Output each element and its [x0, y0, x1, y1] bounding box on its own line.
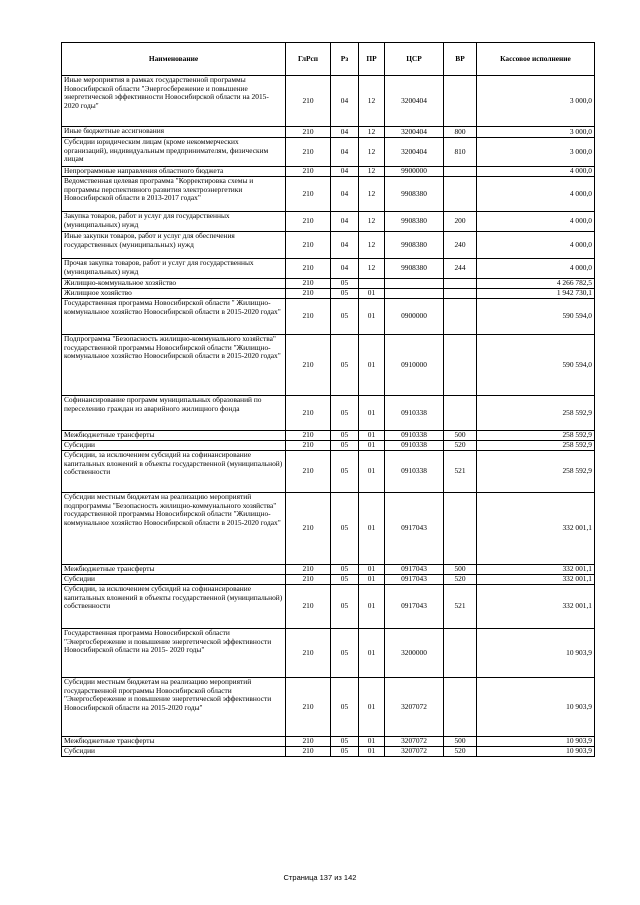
table-row	[62, 565, 595, 575]
row-name-cell: Софинансирование программ муниципальных образований по переселению граждан из аварийного жилищного фонда	[62, 396, 286, 431]
table-row	[62, 678, 595, 737]
table-row	[62, 299, 595, 335]
row-amount-cell: 3 000,0	[477, 127, 595, 138]
row-amount-cell: 590 594,0	[477, 335, 595, 396]
row-glrsp-cell: 210	[286, 127, 331, 138]
row-amount-cell: 4 000,0	[477, 232, 595, 259]
row-name-cell: Государственная программа Новосибирской области "Энергосбережение и повышение энергетической эффективности Новосибирской области на 2015- 2020 годы"	[62, 629, 286, 678]
table-header-row	[62, 43, 595, 76]
row-glrsp-cell: 210	[286, 396, 331, 431]
row-glrsp-cell: 210	[286, 629, 331, 678]
row-glrsp-cell: 210	[286, 279, 331, 289]
row-csr-cell: 0917043	[385, 585, 444, 629]
row-rz-cell: 05	[331, 747, 359, 757]
table-row	[62, 396, 595, 431]
row-glrsp-cell: 210	[286, 575, 331, 585]
row-amount-cell: 4 266 782,5	[477, 279, 595, 289]
row-pr-cell: 01	[359, 575, 385, 585]
row-amount-cell: 4 000,0	[477, 259, 595, 279]
table-row	[62, 127, 595, 138]
row-rz-cell: 05	[331, 737, 359, 747]
row-name-cell: Иные закупки товаров, работ и услуг для обеспечения государственных (муниципальных) нужд	[62, 232, 286, 259]
row-rz-cell: 05	[331, 396, 359, 431]
row-pr-cell	[359, 279, 385, 289]
row-name-cell: Межбюджетные трансферты	[62, 431, 286, 441]
row-rz-cell: 04	[331, 212, 359, 232]
row-name-cell: Ведомственная целевая программа "Корректировка схемы и программы перспективного развития электроэнергетики Новосибирской области в 2013-2017 годах"	[62, 177, 286, 212]
row-vr-cell: 244	[444, 259, 477, 279]
row-name-cell: Субсидии	[62, 575, 286, 585]
row-name-cell: Закупка товаров, работ и услуг для государственных (муниципальных) нужд	[62, 212, 286, 232]
row-rz-cell: 05	[331, 441, 359, 451]
row-csr-cell: 0900000	[385, 299, 444, 335]
budget-table	[61, 42, 595, 757]
row-csr-cell: 3200404	[385, 127, 444, 138]
row-amount-cell: 258 592,9	[477, 431, 595, 441]
row-glrsp-cell: 210	[286, 585, 331, 629]
table-row	[62, 289, 595, 299]
row-name-cell: Государственная программа Новосибирской области " Жилищно-коммунальное хозяйство Новосибирской области в 2015-2020 годах"	[62, 299, 286, 335]
row-name-cell: Субсидии юридическим лицам (кроме некоммерческих организаций), индивидуальным предпринимателям, физическим лицам	[62, 138, 286, 167]
row-csr-cell: 3200404	[385, 138, 444, 167]
row-vr-cell	[444, 629, 477, 678]
row-amount-cell: 3 000,0	[477, 138, 595, 167]
row-amount-cell: 10 903,9	[477, 737, 595, 747]
row-rz-cell: 05	[331, 678, 359, 737]
table-row	[62, 441, 595, 451]
column-header-csr: ЦСР	[385, 43, 444, 76]
row-rz-cell: 05	[331, 565, 359, 575]
row-pr-cell: 01	[359, 335, 385, 396]
table-row	[62, 737, 595, 747]
row-vr-cell: 200	[444, 212, 477, 232]
table-row	[62, 76, 595, 127]
row-amount-cell: 10 903,9	[477, 629, 595, 678]
row-glrsp-cell: 210	[286, 167, 331, 177]
table-row	[62, 747, 595, 757]
row-pr-cell: 12	[359, 212, 385, 232]
row-name-cell: Жилищно-коммунальное хозяйство	[62, 279, 286, 289]
row-pr-cell: 01	[359, 299, 385, 335]
row-csr-cell: 3207072	[385, 737, 444, 747]
row-rz-cell: 05	[331, 279, 359, 289]
table-row	[62, 493, 595, 565]
table-row	[62, 629, 595, 678]
column-header-vr: ВР	[444, 43, 477, 76]
row-pr-cell: 01	[359, 747, 385, 757]
row-rz-cell: 04	[331, 259, 359, 279]
row-pr-cell: 12	[359, 76, 385, 127]
row-amount-cell: 332 001,1	[477, 575, 595, 585]
row-amount-cell: 4 000,0	[477, 212, 595, 232]
table-row	[62, 585, 595, 629]
row-glrsp-cell: 210	[286, 289, 331, 299]
row-csr-cell: 0917043	[385, 565, 444, 575]
row-amount-cell: 4 000,0	[477, 167, 595, 177]
row-rz-cell: 04	[331, 127, 359, 138]
row-csr-cell: 9908380	[385, 212, 444, 232]
table-row	[62, 212, 595, 232]
row-csr-cell: 0910338	[385, 396, 444, 431]
row-csr-cell: 0910000	[385, 335, 444, 396]
row-glrsp-cell: 210	[286, 76, 331, 127]
row-pr-cell: 12	[359, 167, 385, 177]
column-header-name: Наименование	[62, 43, 286, 76]
table-row	[62, 335, 595, 396]
table-row	[62, 138, 595, 167]
row-vr-cell	[444, 177, 477, 212]
table-row	[62, 232, 595, 259]
row-rz-cell: 05	[331, 575, 359, 585]
row-amount-cell: 332 001,1	[477, 585, 595, 629]
row-glrsp-cell: 210	[286, 451, 331, 493]
row-vr-cell	[444, 493, 477, 565]
table-row	[62, 177, 595, 212]
row-pr-cell: 01	[359, 629, 385, 678]
row-glrsp-cell: 210	[286, 259, 331, 279]
row-pr-cell: 12	[359, 177, 385, 212]
row-rz-cell: 04	[331, 167, 359, 177]
row-name-cell: Субсидии местным бюджетам на реализацию мероприятий государственной программы Новосибирской области "Энергосбережение и повышение энергетической эффективности Новосибирской области на 2015-2020 годы"	[62, 678, 286, 737]
column-header-glrsp: ГлРсп	[286, 43, 331, 76]
row-csr-cell: 3207072	[385, 678, 444, 737]
row-pr-cell: 01	[359, 565, 385, 575]
row-rz-cell: 05	[331, 299, 359, 335]
row-vr-cell	[444, 678, 477, 737]
column-header-pr: ПР	[359, 43, 385, 76]
row-name-cell: Межбюджетные трансферты	[62, 565, 286, 575]
row-vr-cell: 520	[444, 747, 477, 757]
table-row	[62, 259, 595, 279]
row-csr-cell: 0910338	[385, 431, 444, 441]
row-pr-cell: 12	[359, 259, 385, 279]
row-vr-cell	[444, 335, 477, 396]
row-vr-cell: 521	[444, 585, 477, 629]
row-rz-cell: 05	[331, 493, 359, 565]
row-amount-cell: 10 903,9	[477, 747, 595, 757]
row-name-cell: Субсидии, за исключением субсидий на софинансирование капитальных вложений в объекты государственной (муниципальной) собственности	[62, 585, 286, 629]
row-pr-cell: 01	[359, 431, 385, 441]
row-amount-cell: 332 001,1	[477, 493, 595, 565]
row-name-cell: Субсидии местным бюджетам на реализацию мероприятий подпрограммы "Безопасность жилищно-коммунального хозяйства" государственной программы Новосибирской области "Жилищно-коммунальное хозяйство Новосибирской области в 2015-2020 годах"	[62, 493, 286, 565]
page-number: Страница 137 из 142	[283, 873, 357, 882]
row-amount-cell: 332 001,1	[477, 565, 595, 575]
row-amount-cell: 258 592,9	[477, 441, 595, 451]
row-vr-cell	[444, 299, 477, 335]
row-csr-cell: 9908380	[385, 177, 444, 212]
row-amount-cell: 258 592,9	[477, 396, 595, 431]
row-rz-cell: 04	[331, 76, 359, 127]
row-glrsp-cell: 210	[286, 212, 331, 232]
row-pr-cell: 12	[359, 127, 385, 138]
table-row	[62, 167, 595, 177]
row-rz-cell: 04	[331, 232, 359, 259]
row-vr-cell: 520	[444, 575, 477, 585]
row-glrsp-cell: 210	[286, 177, 331, 212]
row-pr-cell: 12	[359, 138, 385, 167]
column-header-amount: Кассовое исполнение	[477, 43, 595, 76]
row-rz-cell: 05	[331, 451, 359, 493]
row-rz-cell: 04	[331, 177, 359, 212]
row-vr-cell: 500	[444, 737, 477, 747]
row-name-cell: Субсидии	[62, 441, 286, 451]
row-name-cell: Субсидии	[62, 747, 286, 757]
row-name-cell: Иные мероприятия в рамках государственной программы Новосибирской области "Энергосбережение и повышение энергетической эффективности Новосибирской области на 2015- 2020 годы"	[62, 76, 286, 127]
row-vr-cell: 520	[444, 441, 477, 451]
table-row	[62, 431, 595, 441]
row-rz-cell: 05	[331, 289, 359, 299]
row-vr-cell	[444, 76, 477, 127]
row-glrsp-cell: 210	[286, 737, 331, 747]
row-glrsp-cell: 210	[286, 747, 331, 757]
row-pr-cell: 01	[359, 585, 385, 629]
row-name-cell: Жилищное хозяйство	[62, 289, 286, 299]
row-rz-cell: 05	[331, 335, 359, 396]
row-csr-cell	[385, 279, 444, 289]
row-glrsp-cell: 210	[286, 441, 331, 451]
row-csr-cell	[385, 289, 444, 299]
row-csr-cell: 0910338	[385, 451, 444, 493]
row-glrsp-cell: 210	[286, 565, 331, 575]
row-amount-cell: 3 000,0	[477, 76, 595, 127]
row-pr-cell: 12	[359, 232, 385, 259]
row-glrsp-cell: 210	[286, 299, 331, 335]
row-name-cell: Прочая закупка товаров, работ и услуг для государственных (муниципальных) нужд	[62, 259, 286, 279]
row-pr-cell: 01	[359, 493, 385, 565]
row-rz-cell: 04	[331, 138, 359, 167]
row-name-cell: Субсидии, за исключением субсидий на софинансирование капитальных вложений в объекты государственной (муниципальной) собственности	[62, 451, 286, 493]
row-pr-cell: 01	[359, 451, 385, 493]
row-csr-cell: 9908380	[385, 259, 444, 279]
row-vr-cell: 240	[444, 232, 477, 259]
row-csr-cell: 9908380	[385, 232, 444, 259]
row-name-cell: Иные бюджетные ассигнования	[62, 127, 286, 138]
row-glrsp-cell: 210	[286, 493, 331, 565]
row-pr-cell: 01	[359, 396, 385, 431]
row-csr-cell: 3200000	[385, 629, 444, 678]
row-csr-cell: 0910338	[385, 441, 444, 451]
row-glrsp-cell: 210	[286, 335, 331, 396]
row-vr-cell: 500	[444, 565, 477, 575]
row-name-cell: Межбюджетные трансферты	[62, 737, 286, 747]
row-vr-cell	[444, 396, 477, 431]
row-glrsp-cell: 210	[286, 138, 331, 167]
row-name-cell: Непрограммные направления областного бюджета	[62, 167, 286, 177]
row-pr-cell: 01	[359, 289, 385, 299]
table-row	[62, 575, 595, 585]
row-glrsp-cell: 210	[286, 678, 331, 737]
row-csr-cell: 0917043	[385, 575, 444, 585]
table-body	[62, 76, 595, 757]
row-glrsp-cell: 210	[286, 232, 331, 259]
column-header-rz: Рз	[331, 43, 359, 76]
row-pr-cell: 01	[359, 441, 385, 451]
row-amount-cell: 10 903,9	[477, 678, 595, 737]
row-csr-cell: 3200404	[385, 76, 444, 127]
row-vr-cell	[444, 167, 477, 177]
table-row	[62, 279, 595, 289]
row-amount-cell: 1 942 730,1	[477, 289, 595, 299]
row-vr-cell: 810	[444, 138, 477, 167]
row-pr-cell: 01	[359, 737, 385, 747]
row-vr-cell	[444, 289, 477, 299]
row-vr-cell: 500	[444, 431, 477, 441]
row-csr-cell: 9900000	[385, 167, 444, 177]
row-pr-cell: 01	[359, 678, 385, 737]
row-amount-cell: 4 000,0	[477, 177, 595, 212]
row-vr-cell: 800	[444, 127, 477, 138]
row-glrsp-cell: 210	[286, 431, 331, 441]
row-name-cell: Подпрограмма "Безопасность жилищно-коммунального хозяйства" государственной программы Новосибирской области "Жилищно-коммунальное хозяйство Новосибирской области в 2015-2020 годах"	[62, 335, 286, 396]
row-rz-cell: 05	[331, 431, 359, 441]
row-amount-cell: 590 594,0	[477, 299, 595, 335]
row-vr-cell	[444, 279, 477, 289]
row-rz-cell: 05	[331, 629, 359, 678]
row-amount-cell: 258 592,9	[477, 451, 595, 493]
table-row	[62, 451, 595, 493]
row-csr-cell: 0917043	[385, 493, 444, 565]
row-rz-cell: 05	[331, 585, 359, 629]
row-vr-cell: 521	[444, 451, 477, 493]
row-csr-cell: 3207072	[385, 747, 444, 757]
